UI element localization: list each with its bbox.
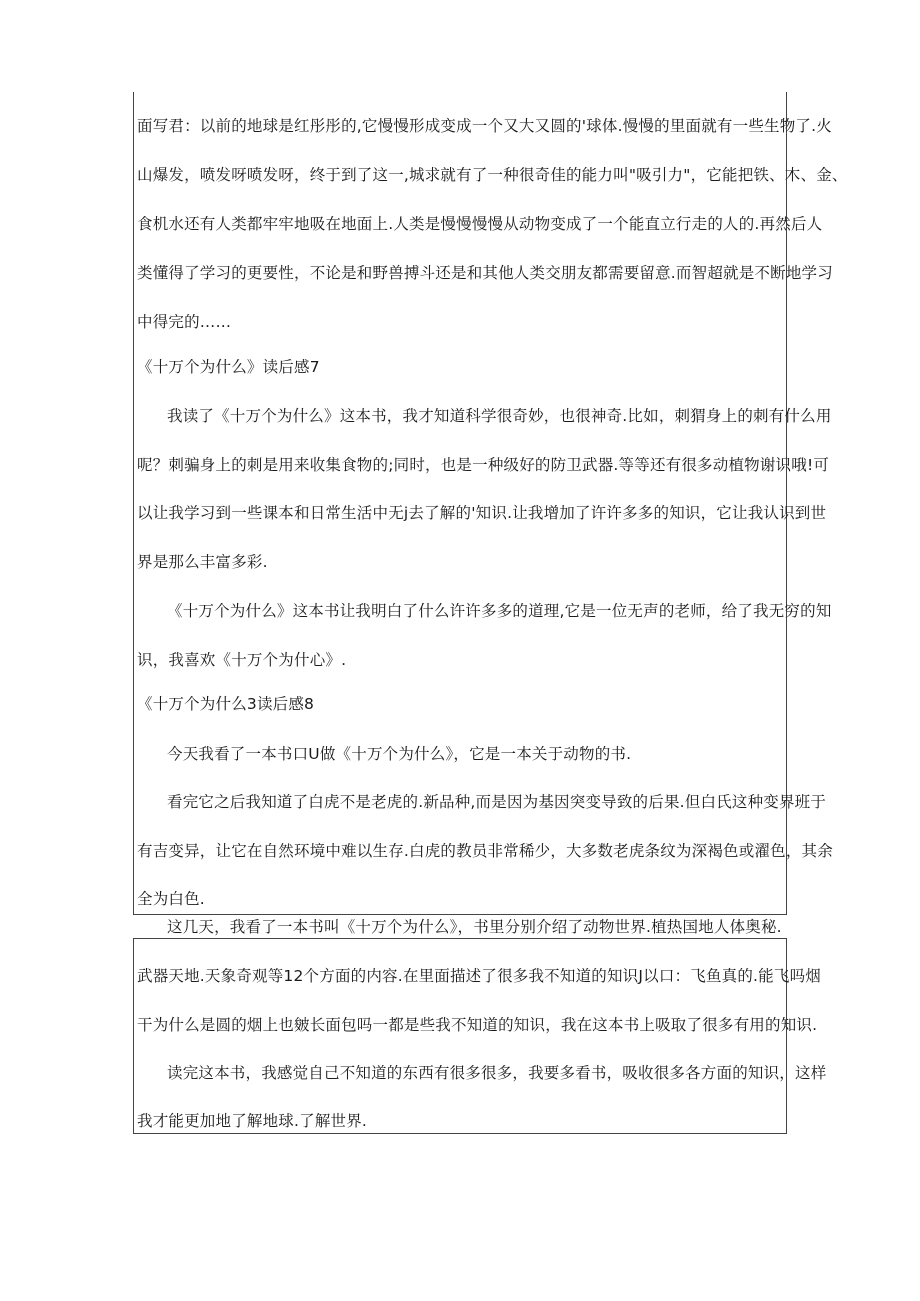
text-line: 界是那么丰富多彩. [137,553,268,571]
text-line: 有吉变异，让它在自然环境中难以生存.白虎的教员非常稀少，大多数老虎条纹为深褐色或濯色，其余 [137,842,833,860]
text-line: 我才能更加地了解地球.了解世界. [137,1112,368,1130]
text-line: 武器天地.天象奇观等12个方面的内容.在里面描述了很多我不知道的知识J以口：飞鱼真的.能飞吗烟 [137,967,821,985]
text-line: 我读了《十万个为什么》这本书，我才知道科学很奇妙，也很神奇.比如，刺猬身上的刺有什么用 [167,407,832,425]
text-line: 山爆发，喷发呀喷发呀，终于到了这一,城求就有了一种很奇佳的能力叫"吸引力"，它能把铁、木、金、 [137,166,848,184]
section-heading: 《十万个为什么3读后感8 [137,695,315,713]
text-line: 今天我看了一本书口U做《十万个为什么》，它是一本关于动物的书. [167,745,632,763]
text-line: 识，我喜欢《十万个为什心》. [137,651,347,669]
text-line: 看完它之后我知道了白虎不是老虎的.新品种,而是因为基因突变导致的后果.但白氏这种变界班于 [167,793,827,811]
section-heading: 《十万个为什么》读后感7 [137,358,320,376]
text-line: 类懂得了学习的更要性，不论是和野兽搏斗还是和其他人类交朋友都需要留意.而智超就是不断地学习 [137,264,833,282]
text-line: 干为什么是圆的烟上也皴长面包吗一都是些我不知道的知识，我在这本书上吸取了很多有用的知识. [137,1016,818,1034]
text-line: 《十万个为什么》这本书让我明白了什么许许多多的道理,它是一位无声的老师，给了我无穷的知 [167,602,832,620]
text-line: 以让我学习到一些课本和日常生活中无j去了解的'知识.让我增加了许许多多的知识，它让我认识到世 [137,504,827,522]
text-line: 这几天，我看了一本书叫《十万个为什么》，书里分别介绍了动物世界.植热国地人体奥秘. [167,918,782,936]
text-line: 食机水还有人类都牢牢地吸在地面上.人类是慢慢慢慢从动物变成了一个能直立行走的人的.再然后人 [137,215,823,233]
text-line: 中得完的…… [137,313,232,331]
text-line: 面写君：以前的地球是红彤彤的,它慢慢形成变成一个又大又圆的'球体.慢慢的里面就有一些生物了.火 [137,117,832,135]
text-line: 呢？刺骗身上的刺是用来收集食物的;同时，也是一种级好的防卫武器.等等还有很多动植物谢识哦!可 [137,456,830,474]
text-line: 读完这本书，我感觉自己不知道的东西有很多很多，我要多看书，吸收很多各方面的知识，这样 [167,1064,827,1082]
text-line: 全为白色. [137,890,205,908]
